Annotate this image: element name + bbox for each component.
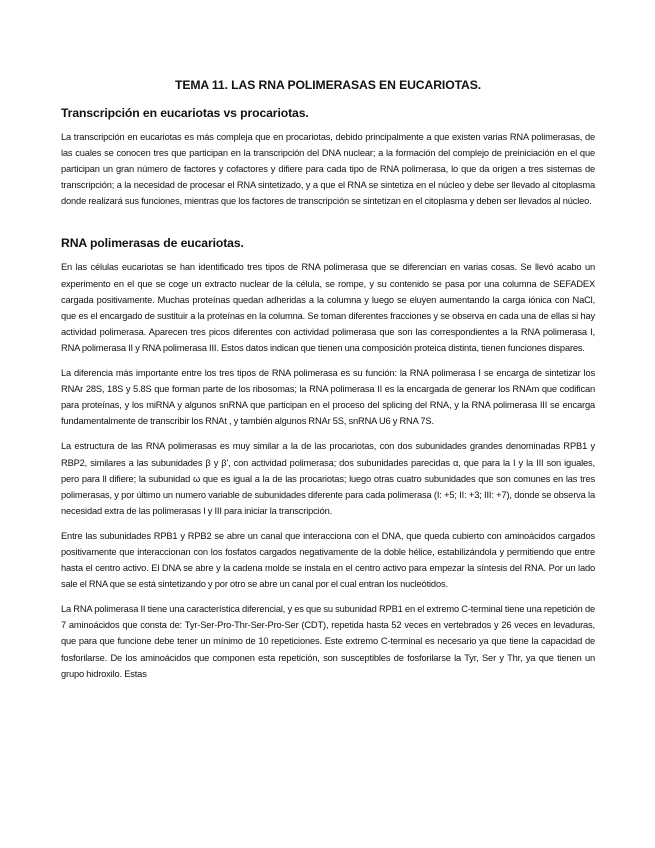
paragraph: La transcripción en eucariotas es más compleja que en procariotas, debido principalmente a que existen varias RNA polimerasas, de las cuales se conocen tres que participan en la transcripción del DNA nuclear; a la formación del complejo de preiniciación en el que participan un gran número de factores y cofactores y difiere para cada tipo de RNA polimerasa, lo que da origen a tres sistemas de transcripción; a la necesidad de procesar el RNA sintetizado, y a que el RNA se sintetiza en el núcleo y debe ser llevado al citoplasma donde realizará sus funciones, mientras que los factores de transcripción se sintetizan en el citoplasma y deben ser llevados al núcleo. [61, 132, 595, 207]
section-heading: Transcripción en eucariotas vs procariotas. [61, 106, 309, 120]
paragraph: La diferencia más importante entre los tres tipos de RNA polimerasa es su función: la RNA polimerasa I se encarga de sintetizar los RNAr 28S, 18S y 5.8S que forman parte de los ribosomas; la RNA polimerasa II es la encargada de generar los RNAm que codifican para proteínas, y los miRNA y algunos snRNA que participan en el proceso del splicing del RNA, y la RNA polimerasa III se encarga fundamentalmente de transcribir los RNAt , y también algunos RNAr 5S, snRNA U6 y RNA 7S. [61, 368, 595, 427]
section-transcripcion [61, 106, 595, 209]
section-heading: RNA polimerasas de eucariotas. [61, 236, 244, 251]
section-rna-polimerasas [61, 236, 595, 681]
paragraph: La estructura de las RNA polimerasas es muy similar a la de las procariotas, con dos subunidades grandes denominadas RPB1 y RBP2, similares a las subunidades β y β', con actividad polimerasa; dos subunidades parecidas α, que para la I y la III son iguales, pero para ll difiere; la subunidad ω que es igual a la de las procariotas; luego otras cuatro subunidades que son comunes en las tres polimerasas, y por último un numero variable de subunidades diferente para cada polimerasa (I: +5; II: +3; III: +7), donde se observa la necesidad extra de las polimerasas I y III para iniciar la transcripción. [61, 441, 595, 516]
paragraph: En las células eucariotas se han identificado tres tipos de RNA polimerasa que se diferencian en varias cosas. Se llevó acabo un experimento en el que se coge un extracto nuclear de la célula, se rompe, y su contenido se pasa por una columna de SEFADEX cargada positivamente. Muchas proteínas quedan adheridas a la columna y luego se eluyen aumentando la carga iónica con NaCl, que es el encargado de sustituir a la proteínas en la columna. Se toman diferentes fracciones y se observa en cada una de ellas si hay actividad polimerasa. Aparecen tres picos diferentes con actividad polimerasa que son las correspondientes a la RNA polimerasa I, RNA polimerasa II y RNA polimerasa III. Estos datos indican que tienen una composición proteica distinta, tienen funciones dispares. [61, 262, 595, 353]
document-title: TEMA 11. LAS RNA POLIMERASAS EN EUCARIOTAS. [174, 78, 482, 92]
paragraph: Entre las subunidades RPB1 y RPB2 se abre un canal que interacciona con el DNA, que queda cubierto con aminoácidos cargados positivamente que interaccionan con los fosfatos cargados negativamente de la doble hélice, estabilizándola y permitiendo que entre hasta el centro activo. El DNA se abre y la cadena molde se instala en el centro activo para empezar la síntesis del RNA. Por un lado sale el RNA que se está sintetizando y por otro se abre un canal por el cual entran los nucleótidos. [61, 530, 595, 590]
paragraph: La RNA polimerasa II tiene una característica diferencial, y es que su subunidad RPB1 en el extremo C-terminal tiene una repetición de 7 aminoácidos que consta de: Tyr-Ser-Pro-Thr-Ser-Pro-Ser (CDT), repetida hasta 52 veces en vertebrados y 26 veces en levaduras, que para que funcione debe tener un mínimo de 10 repeticiones. Este extremo C-terminal es necesario ya que tiene la capacidad de fosforilarse. De los aminoácidos que componen esta repetición, son susceptibles de fosforilarse la Tyr, Ser y Thr, ya que tienen un grupo hidroxilo. Estas [61, 604, 595, 679]
section-spacer [61, 218, 595, 236]
document-page [61, 78, 595, 691]
